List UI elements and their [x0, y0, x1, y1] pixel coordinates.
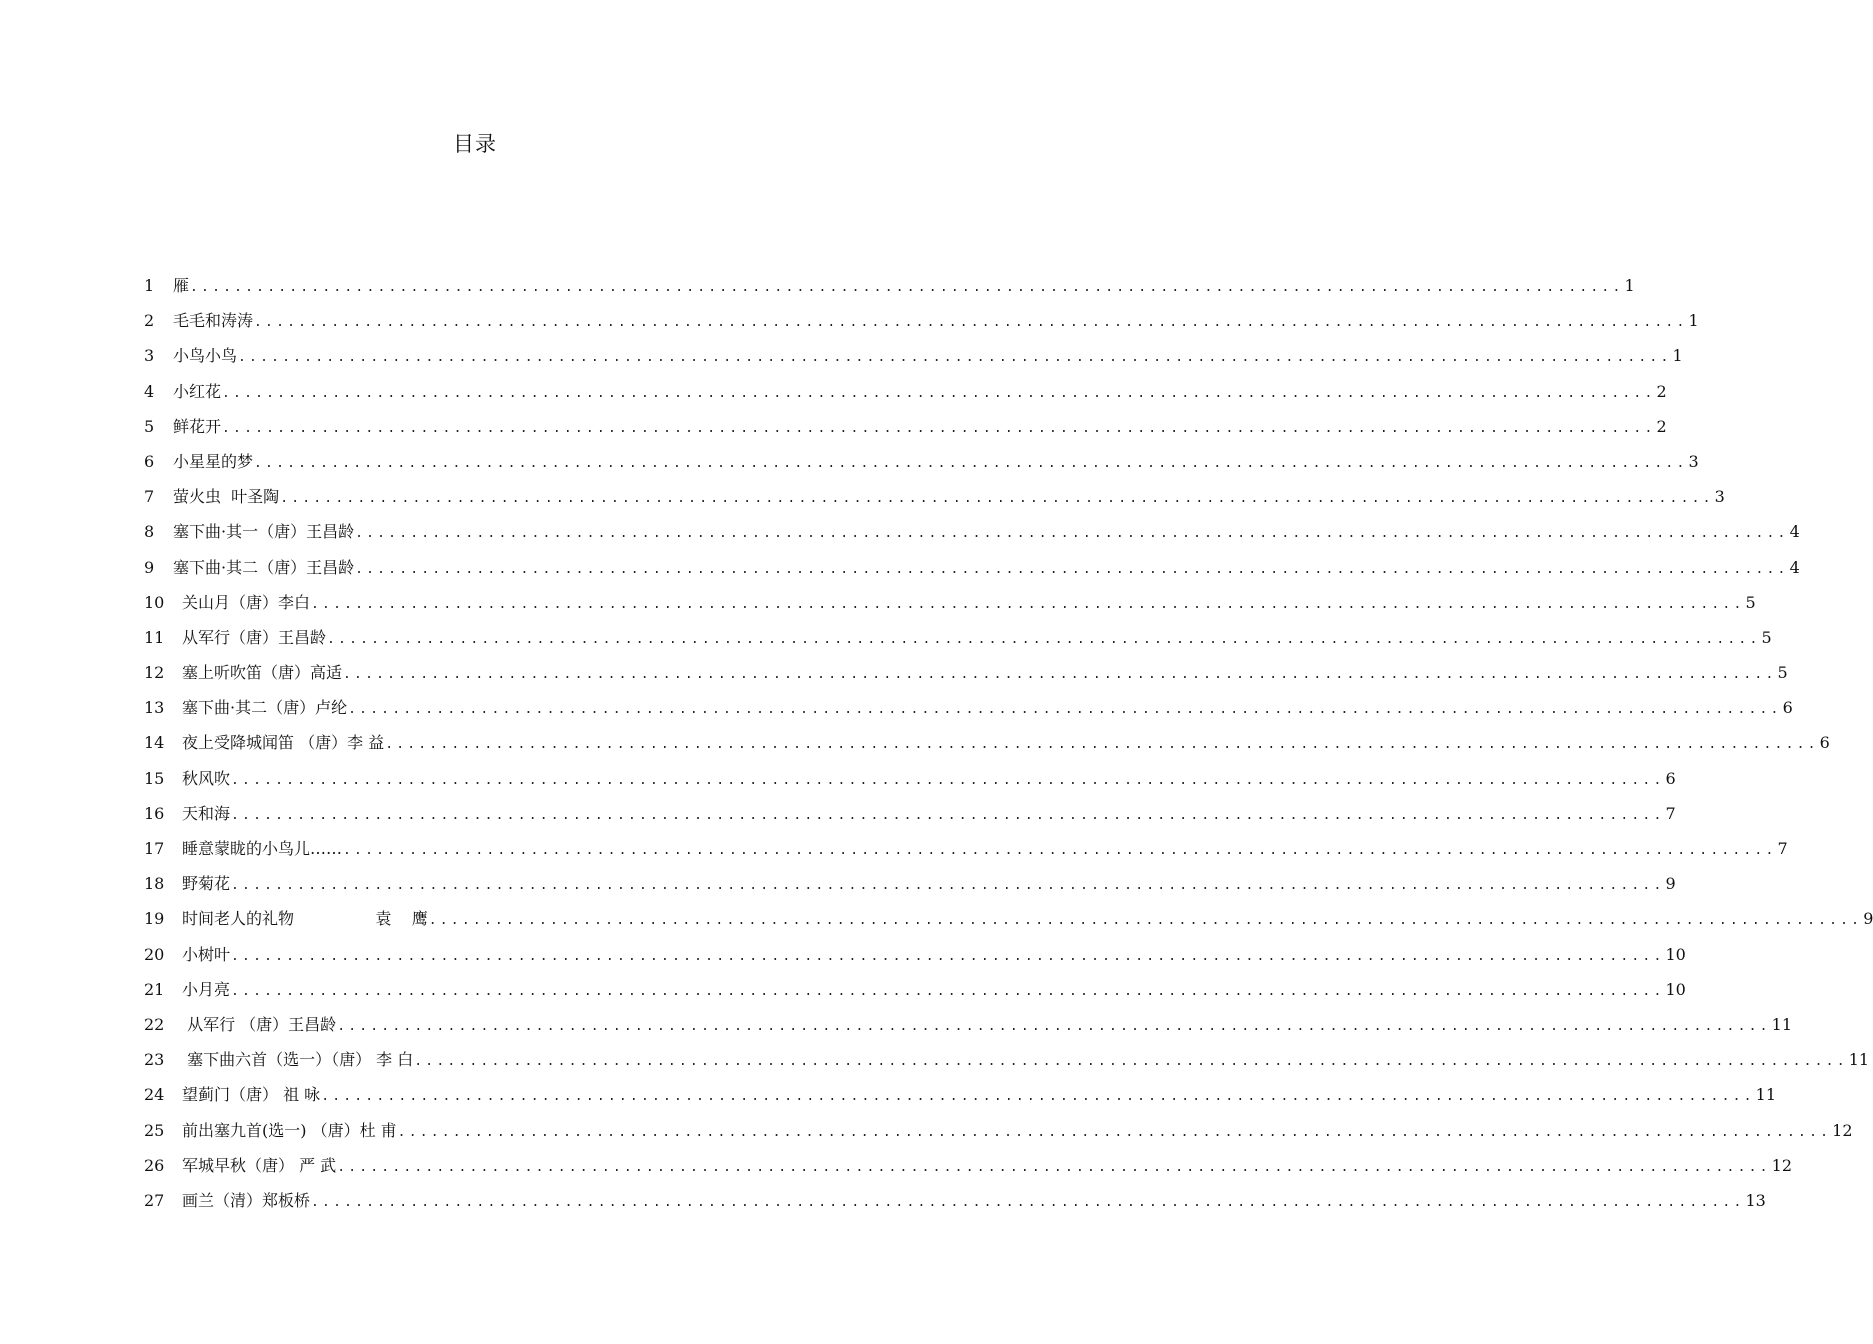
toc-entry: [144, 479, 1725, 514]
toc-entry-title: 野菊花: [182, 874, 231, 894]
toc-leader-dots: ..................................................................................................................................: [238, 350, 1672, 366]
toc-entry-title: 塞下曲·其一（唐）王昌龄: [173, 522, 355, 542]
toc-entry-number: 26: [144, 1155, 165, 1175]
toc-entry: [144, 550, 1800, 585]
toc-entry-number: 9: [144, 557, 155, 577]
toc-entry: [144, 761, 1676, 796]
toc-entry-title: 塞上听吹笛（唐）高适: [182, 663, 343, 683]
toc-entry-number: 3: [144, 346, 155, 366]
toc-entry-number: 1: [144, 276, 155, 295]
toc-entry-title: 小树叶: [182, 944, 231, 964]
toc-leader-dots: ..................................................................................................................................: [355, 526, 1789, 542]
toc-entry-number: 21: [144, 979, 165, 999]
toc-entry-title: 天和海: [182, 803, 231, 823]
toc-entry-page-number: 7: [1665, 803, 1676, 823]
toc-entry: [144, 1007, 1793, 1042]
toc-leader-dots: ..................................................................................................................................: [414, 1054, 1848, 1070]
toc-entry-number: 6: [144, 451, 155, 471]
toc-entry-page-number: 13: [1745, 1190, 1766, 1210]
toc-entry: [144, 303, 1699, 338]
toc-entry: [144, 796, 1676, 831]
toc-entry-page-number: 11: [1755, 1085, 1777, 1105]
toc-entry: [144, 374, 1667, 409]
toc-entry-page-number: 5: [1745, 592, 1756, 612]
toc-leader-dots: ..................................................................................................................................: [231, 772, 1665, 788]
toc-entry-number: 25: [144, 1120, 165, 1140]
toc-entry-title: 塞下曲·其二（唐）卢纶: [182, 698, 348, 718]
toc-entry-number: 20: [144, 944, 165, 964]
toc-entry: [144, 937, 1686, 972]
toc-entry-number: 23: [144, 1050, 165, 1070]
toc-entry-number: 7: [144, 487, 155, 507]
toc-entry-number: 10: [144, 592, 165, 612]
toc-entry-page-number: 4: [1789, 557, 1800, 577]
toc-entry: [144, 1042, 1870, 1077]
toc-entry-page-number: 5: [1777, 663, 1788, 683]
toc-entry-number: 2: [144, 311, 155, 331]
toc-entry: [144, 1183, 1766, 1218]
toc-entry-title: 毛毛和涛涛: [173, 311, 254, 331]
toc-leader-dots: ..................................................................................................................................: [280, 491, 1714, 507]
toc-entry: [144, 901, 1873, 936]
toc-leader-dots: ..................................................................................................................................: [231, 983, 1665, 999]
toc-leader-dots: ..................................................................................................................................: [337, 1018, 1771, 1034]
toc-entry-page-number: 6: [1819, 733, 1830, 753]
toc-entry-title: 时间老人的礼物 袁 鹰: [182, 909, 428, 929]
toc-leader-dots: ..................................................................................................................................: [337, 1159, 1771, 1175]
toc-leader-dots: ..................................................................................................................................: [327, 631, 1761, 647]
toc-entry-page-number: 3: [1688, 451, 1699, 471]
toc-entry-page-number: 3: [1714, 487, 1725, 507]
toc-entry-title: 秋风吹: [182, 768, 231, 788]
toc-entry: [144, 1148, 1793, 1183]
toc-entry-number: 15: [144, 768, 165, 788]
toc-entry-page-number: 1: [1672, 346, 1683, 366]
toc-entry-title: 萤火虫 叶圣陶: [173, 487, 280, 507]
toc-entry-number: 12: [144, 663, 165, 683]
toc-entry: [144, 444, 1699, 479]
toc-entry-page-number: 5: [1761, 627, 1772, 647]
toc-entry-page-number: 9: [1665, 874, 1676, 894]
toc-entry: [144, 409, 1667, 444]
toc-leader-dots: ..................................................................................................................................: [348, 702, 1782, 718]
toc-entry: [144, 1113, 1853, 1148]
toc-entry-number: 8: [144, 522, 155, 542]
toc-entry-number: 5: [144, 416, 155, 436]
toc-entry-number: 16: [144, 803, 165, 823]
toc-entry-page-number: 12: [1771, 1155, 1793, 1175]
toc-entry: [144, 514, 1800, 549]
toc-entry-page-number: 9: [1863, 909, 1873, 929]
toc-entry-title: 小星星的梦: [173, 451, 254, 471]
toc-entry-title: 前出塞九首(选一) （唐）杜 甫: [182, 1120, 397, 1140]
toc-leader-dots: ..................................................................................................................................: [254, 315, 1688, 331]
toc-leader-dots: ..................................................................................................................................: [385, 737, 1819, 753]
toc-entry-page-number: 10: [1665, 944, 1686, 964]
toc-entry-number: 22: [144, 1014, 165, 1034]
toc-entry: [144, 690, 1793, 725]
toc-leader-dots: ..................................................................................................................................: [321, 1089, 1755, 1105]
toc-entry-page-number: 2: [1656, 381, 1667, 401]
toc-leader-dots: ..................................................................................................................................: [343, 667, 1777, 683]
toc-entry-number: 27: [144, 1190, 165, 1210]
toc-entry-title: 小月亮: [182, 979, 231, 999]
toc-leader-dots: ..................................................................................................................................: [231, 878, 1665, 894]
toc-entry-number: 24: [144, 1085, 165, 1105]
toc-entry-title: 雁: [173, 276, 190, 295]
toc-entry-number: 18: [144, 874, 165, 894]
toc-entry-page-number: 6: [1782, 698, 1793, 718]
toc-leader-dots: ..................................................................................................................................: [222, 385, 1656, 401]
toc-entry-page-number: 10: [1665, 979, 1686, 999]
toc-entry-title: 望蓟门（唐） 祖 咏: [182, 1085, 321, 1105]
toc-leader-dots: ..................................................................................................................................: [231, 948, 1665, 964]
toc-entry-title: 从军行（唐）王昌龄: [182, 627, 327, 647]
toc-entry-title: 关山月（唐）李白: [182, 592, 311, 612]
toc-entry: [144, 585, 1756, 620]
toc-entry-title: 画兰（清）郑板桥: [182, 1190, 311, 1210]
toc-entry-title: 从军行 （唐）王昌龄: [182, 1014, 337, 1034]
toc-leader-dots: ..................................................................................................................................: [222, 420, 1656, 436]
toc-entry-number: 13: [144, 698, 165, 718]
toc-entry-page-number: 12: [1832, 1120, 1853, 1140]
toc-entry: [144, 866, 1676, 901]
toc-entry: [144, 620, 1772, 655]
toc-leader-dots: ..................................................................................................................................: [311, 1194, 1745, 1210]
toc-entry-title: 睡意蒙眬的小鸟儿……: [182, 839, 343, 858]
toc-entry-title: 夜上受降城闻笛 （唐）李 益: [182, 733, 385, 753]
toc-title: 目录: [453, 132, 497, 156]
toc-entry-title: 鲜花开: [173, 416, 222, 436]
toc-entry-title: 小鸟小鸟: [173, 346, 238, 366]
toc-leader-dots: ..................................................................................................................................: [190, 280, 1624, 295]
toc-entry-page-number: 4: [1789, 522, 1800, 542]
toc-entry-number: 4: [144, 381, 155, 401]
toc-entry-title: 塞下曲六首（选一）（唐） 李 白: [182, 1050, 414, 1070]
toc-entry-page-number: 11: [1848, 1050, 1870, 1070]
toc-entry-page-number: 6: [1665, 768, 1676, 788]
toc-entry-number: 17: [144, 839, 165, 858]
toc-entry: [144, 268, 1635, 303]
toc-leader-dots: ..................................................................................................................................: [311, 596, 1745, 612]
toc-entry: [144, 972, 1686, 1007]
toc-entry-title: 塞下曲·其二（唐）王昌龄: [173, 557, 355, 577]
table-of-contents: [144, 268, 1873, 1218]
toc-leader-dots: ..................................................................................................................................: [254, 455, 1688, 471]
toc-leader-dots: ..................................................................................................................................: [343, 843, 1777, 858]
toc-entry: [144, 831, 1788, 866]
toc-leader-dots: ..................................................................................................................................: [355, 561, 1789, 577]
toc-entry: [144, 655, 1788, 690]
toc-entry-title: 小红花: [173, 381, 222, 401]
toc-entry-page-number: 11: [1771, 1014, 1793, 1034]
toc-entry: [144, 1077, 1777, 1112]
toc-entry-page-number: 1: [1688, 311, 1699, 331]
toc-entry-page-number: 7: [1777, 839, 1788, 858]
toc-entry-number: 19: [144, 909, 165, 929]
toc-entry-page-number: 2: [1656, 416, 1667, 436]
toc-leader-dots: ..................................................................................................................................: [231, 807, 1665, 823]
toc-entry-page-number: 1: [1624, 276, 1635, 295]
toc-leader-dots: ..................................................................................................................................: [428, 913, 1863, 929]
toc-entry: [144, 725, 1830, 760]
toc-entry-number: 11: [144, 627, 165, 647]
toc-entry: [144, 338, 1683, 373]
toc-entry-title: 军城早秋（唐） 严 武: [182, 1155, 337, 1175]
toc-leader-dots: ..................................................................................................................................: [397, 1124, 1832, 1140]
toc-entry-number: 14: [144, 733, 165, 753]
